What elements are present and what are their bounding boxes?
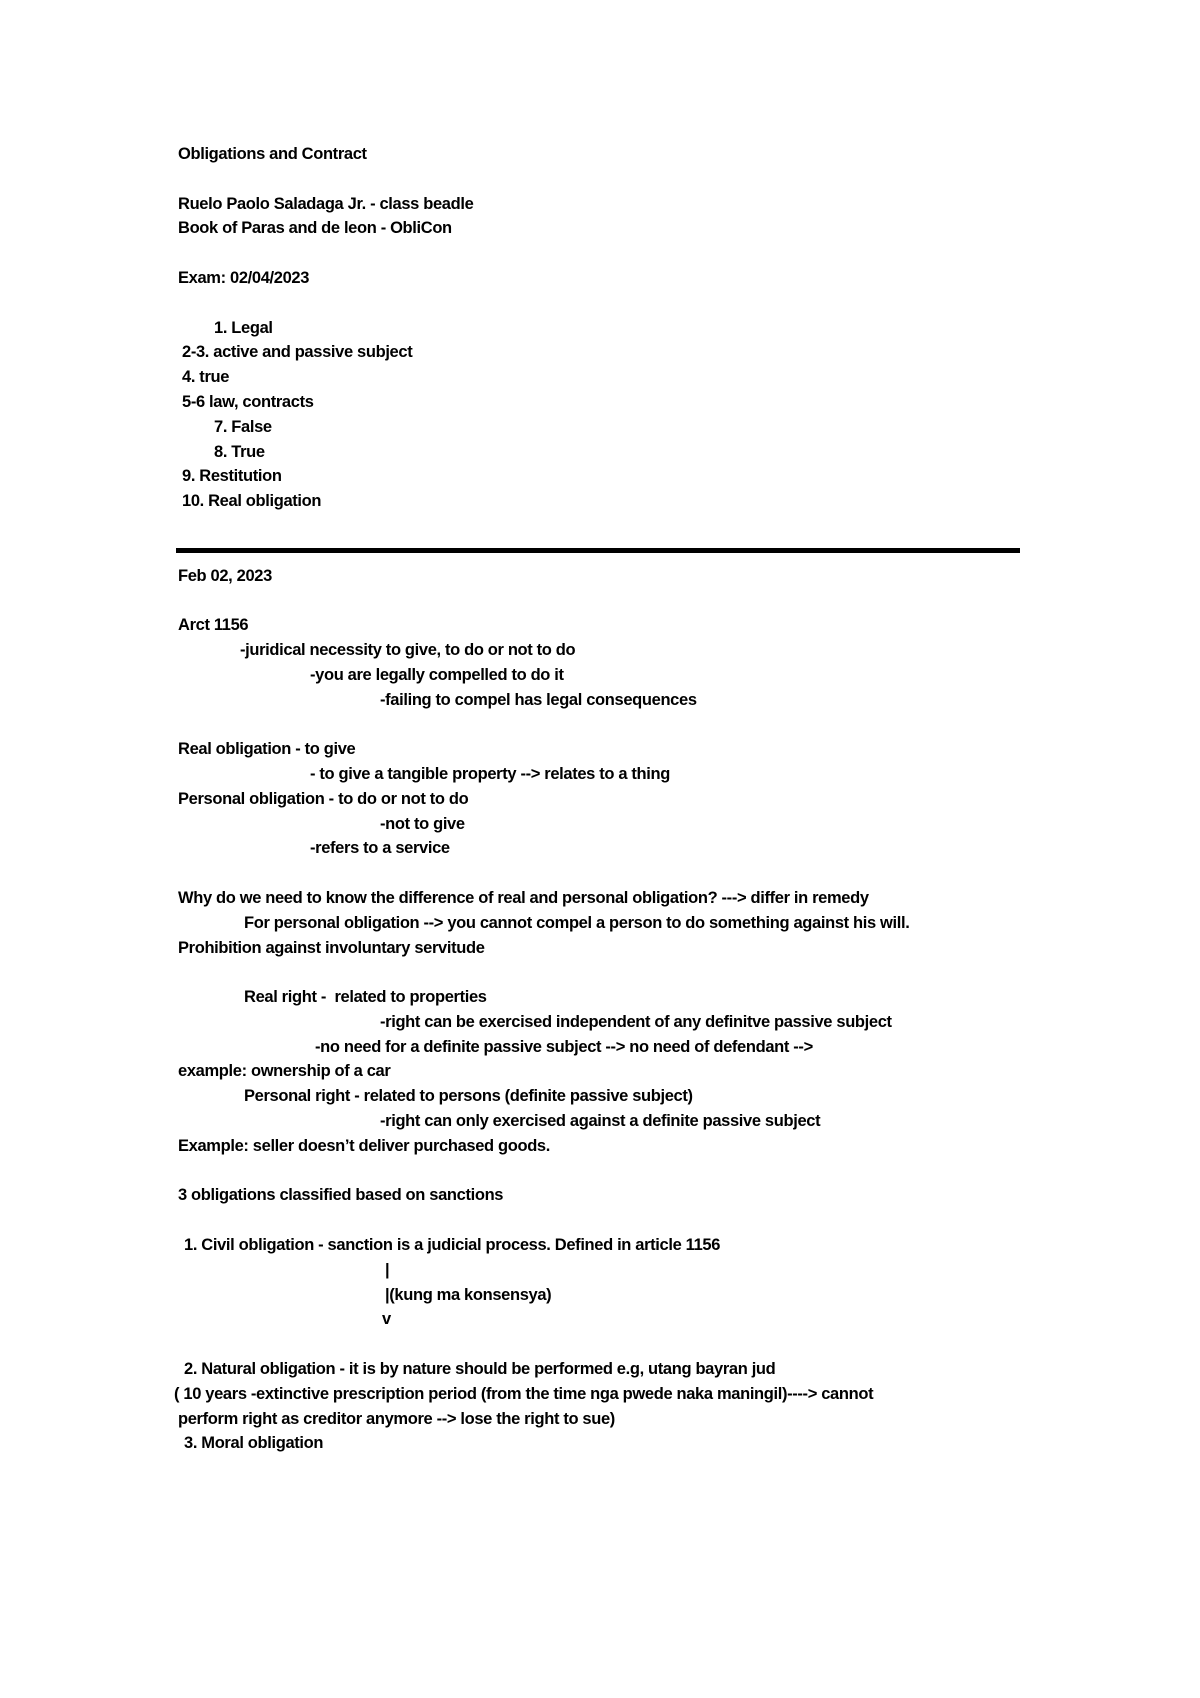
blank-line bbox=[0, 1159, 1200, 1184]
text-line: Real obligation - to give bbox=[178, 740, 356, 759]
text-line: 5-6 law, contracts bbox=[182, 392, 314, 411]
text-line: v bbox=[382, 1310, 391, 1329]
text-line: 3 obligations classified based on sanctions bbox=[178, 1186, 504, 1205]
blank-line bbox=[0, 291, 1200, 316]
text-line: Prohibition against involuntary servitude bbox=[178, 938, 485, 957]
text-line: - to give a tangible property --> relates to a thing bbox=[310, 764, 670, 783]
divider-row bbox=[0, 539, 1200, 564]
blank-line bbox=[0, 1332, 1200, 1357]
document-title-line: Obligations and Contract bbox=[178, 145, 367, 163]
text-line: -right can be exercised independent of any definitve passive subject bbox=[380, 1012, 892, 1031]
text-line: 1. Civil obligation - sanction is a judicial process. Defined in article 1156 bbox=[184, 1236, 721, 1255]
blank-line bbox=[0, 167, 1200, 192]
text-line: -refers to a service bbox=[310, 839, 450, 858]
text-line: -you are legally compelled to do it bbox=[310, 665, 564, 684]
blank-line bbox=[0, 861, 1200, 886]
text-line: -no need for a definite passive subject --> no need of defendant --> bbox=[315, 1037, 813, 1056]
blank-line bbox=[0, 960, 1200, 985]
text-line: 2. Natural obligation - it is by nature should be performed e.g, utang bayran jud bbox=[184, 1360, 776, 1379]
text-line: Book of Paras and de leon - ObliCon bbox=[178, 219, 452, 238]
text-line: example: ownership of a car bbox=[178, 1062, 391, 1081]
text-line: 1. Legal bbox=[214, 318, 273, 337]
blank-line bbox=[0, 588, 1200, 613]
text-line: Ruelo Paolo Saladaga Jr. - class beadle bbox=[178, 194, 474, 213]
text-line: For personal obligation --> you cannot compel a person to do something against his will. bbox=[244, 913, 910, 932]
text-line: 2-3. active and passive subject bbox=[182, 343, 413, 362]
text-line: 10. Real obligation bbox=[182, 492, 322, 511]
text-line: 3. Moral obligation bbox=[184, 1434, 324, 1453]
text-line: -juridical necessity to give, to do or not to do bbox=[240, 640, 576, 659]
text-line: perform right as creditor anymore --> lose the right to sue) bbox=[178, 1409, 615, 1428]
text-line: Why do we need to know the difference of real and personal obligation? ---> differ in remedy bbox=[178, 888, 869, 907]
text-line: |(kung ma konsensya) bbox=[385, 1285, 552, 1304]
text-line: Exam: 02/04/2023 bbox=[178, 268, 310, 287]
text-line: Example: seller doesn’t deliver purchased goods. bbox=[178, 1136, 550, 1155]
text-line: Personal right - related to persons (definite passive subject) bbox=[244, 1087, 693, 1106]
text-line: Feb 02, 2023 bbox=[178, 566, 272, 585]
blank-line bbox=[0, 241, 1200, 266]
text-line: -right can only exercised against a definite passive subject bbox=[380, 1112, 821, 1131]
text-line: ( 10 years -extinctive prescription period (from the time nga pwede naka maningil)----> cannot bbox=[174, 1384, 874, 1403]
section-divider bbox=[176, 548, 1020, 553]
text-line: 4. true bbox=[182, 368, 230, 387]
text-line: -failing to compel has legal consequences bbox=[380, 690, 697, 709]
text-line: Real right - related to properties bbox=[244, 988, 487, 1007]
text-line: | bbox=[385, 1260, 390, 1279]
text-line: 8. True bbox=[214, 442, 265, 461]
text-line: 9. Restitution bbox=[182, 467, 282, 486]
text-line: -not to give bbox=[380, 814, 465, 833]
text-line: Arct 1156 bbox=[178, 616, 249, 635]
text-line: 7. False bbox=[214, 417, 272, 436]
blank-line bbox=[0, 1208, 1200, 1233]
text-line: Personal obligation - to do or not to do bbox=[178, 789, 469, 808]
blank-line bbox=[0, 712, 1200, 737]
blank-line bbox=[0, 514, 1200, 539]
